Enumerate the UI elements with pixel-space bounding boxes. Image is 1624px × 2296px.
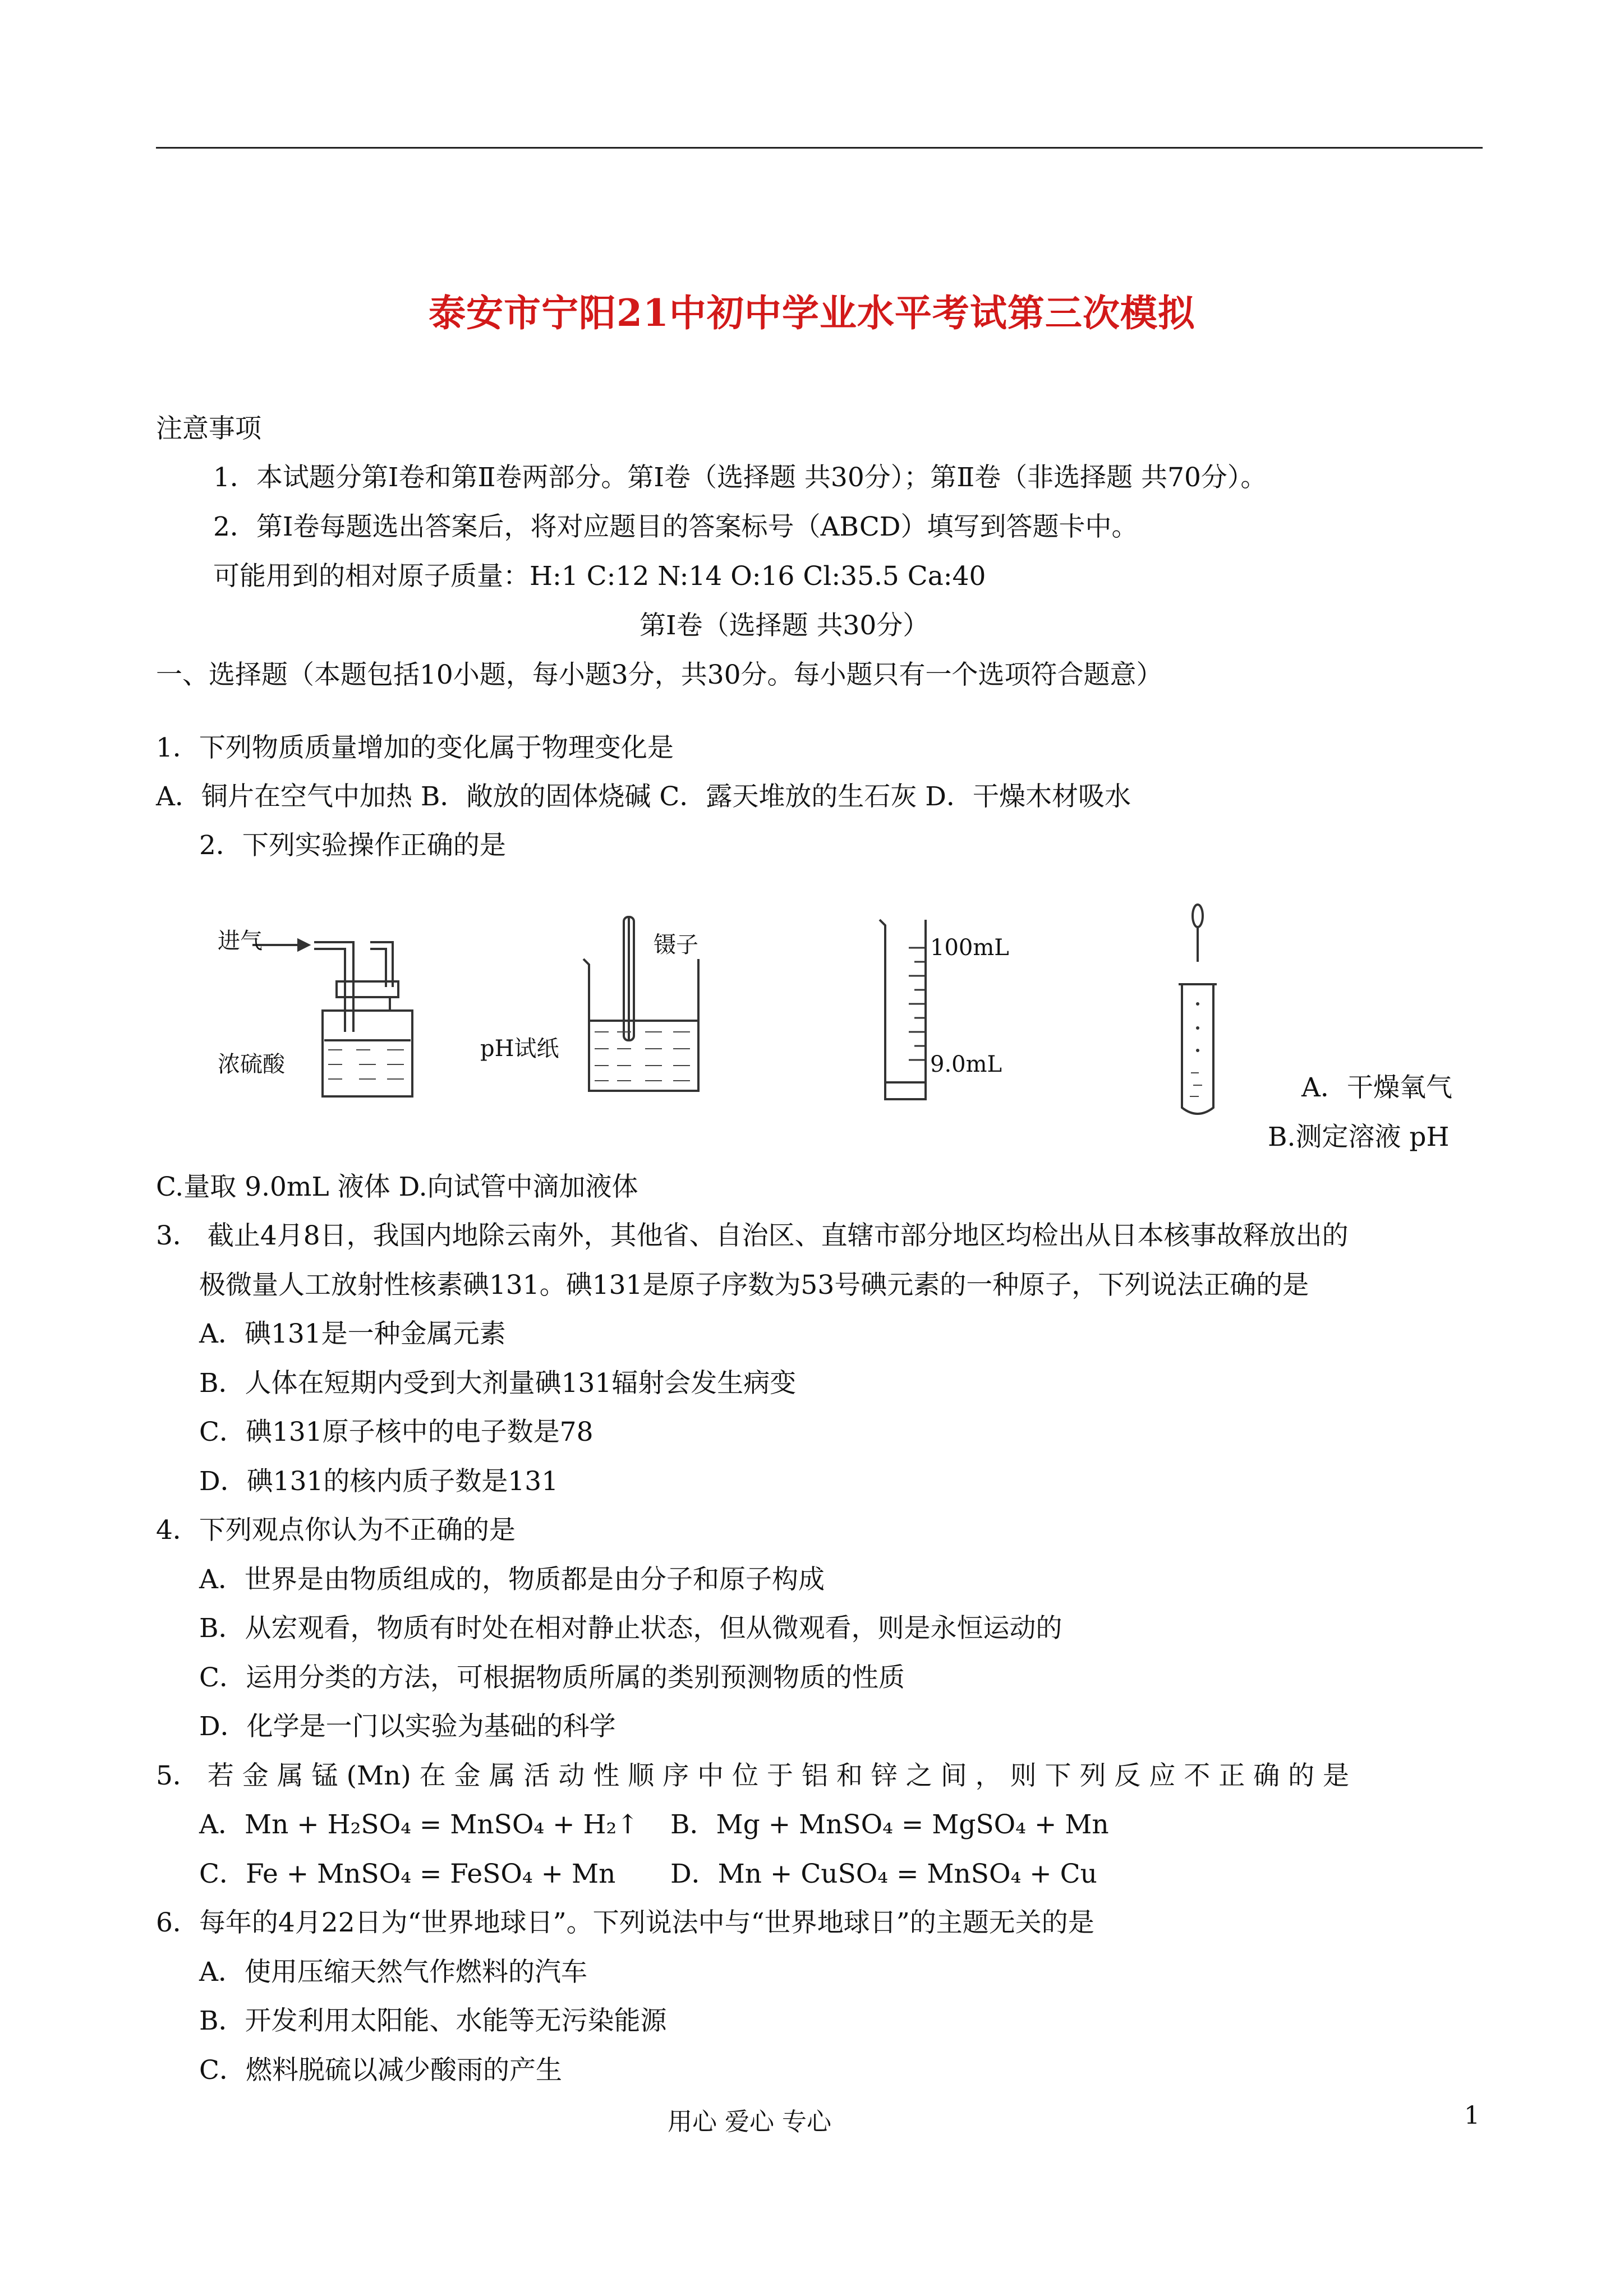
page-number: 1 [1464,2101,1480,2130]
label-vol-bottom: 9.0mL [930,1052,1002,1077]
q5-option-a: A．Mn + H₂SO₄ = MnSO₄ + H₂↑ [199,1809,639,1840]
q5-option-d: D．Mn + CuSO₄ = MnSO₄ + Cu [670,1859,1097,1889]
q4-option-d: D．化学是一门以实验为基础的科学 [199,1711,616,1742]
label-acid: 浓硫酸 [218,1052,285,1077]
q2-stem: 2．下列实验操作正确的是 [199,830,506,861]
q4-option-a: A．世界是由物质组成的，物质都是由分子和原子构成 [199,1564,825,1595]
notice-item-1: 1．本试题分第Ⅰ卷和第Ⅱ卷两部分。第Ⅰ卷（选择题 共30分）；第Ⅱ卷（非选择题 共70分）。 [213,462,1267,493]
q6-stem: 6．每年的4月22日为“世界地球日”。下列说法中与“世界地球日”的主题无关的是 [156,1907,1094,1938]
ph-test-figure [477,906,735,1108]
q5-option-c: C．Fe + MnSO₄ = FeSO₄ + Mn [199,1859,616,1889]
footer-slogan: 用心 爱心 专心 [668,2108,831,2136]
atomic-mass-note: 可能用到的相对原子质量：H:1 C:12 N:14 O:16 Cl:35.5 Ca:40 [213,561,986,592]
notice-item-2: 2．第Ⅰ卷每题选出答案后，将对应题目的答案标号（ABCD）填写到答题卡中。 [213,511,1138,542]
q5-option-b: B．Mg + MnSO₄ = MgSO₄ + Mn [670,1809,1109,1840]
label-tweezers: 镊子 [654,932,698,958]
q3-stem-line-1: 3． 截止4月8日，我国内地除云南外，其他省、自治区、直辖市部分地区均检出从日本核事故释放出的 [156,1220,1349,1251]
q6-option-a: A．使用压缩天然气作燃料的汽车 [199,1957,587,1988]
label-vol-top: 100mL [930,935,1009,961]
q3-option-b: B．人体在短期内受到大剂量碘131辐射会发生病变 [199,1368,797,1399]
part-heading: 一、选择题（本题包括10小题，每小题3分，共30分。每小题只有一个选项符合题意） [156,660,1163,690]
dropper-drawing [1170,900,1231,1122]
section-title: 第Ⅰ卷（选择题 共30分） [640,610,930,641]
q1-stem: 1．下列物质质量增加的变化属于物理变化是 [156,732,674,763]
page-title: 泰安市宁阳21中初中学业水平考试第三次模拟 [429,291,1195,335]
q2-option-a: A．干燥氧气 [1301,1072,1452,1103]
q3-option-d: D．碘131的核内质子数是131 [199,1466,559,1497]
notice-heading: 注意事项 [156,413,261,444]
q6-option-c: C．燃料脱硫以减少酸雨的产生 [199,2055,562,2086]
q3-option-c: C．碘131原子核中的电子数是78 [199,1417,594,1447]
q5-stem: 5． 若 金 属 锰 (Mn) 在 金 属 活 动 性 顺 序 中 位 于 铝 和 锌 之 间 ， 则 下 列 反 应 不 正 确 的 是 [156,1760,1350,1791]
cylinder-figure [864,909,1049,1110]
q3-option-a: A．碘131是一种金属元素 [199,1318,506,1349]
q4-option-c: C．运用分类的方法，可根据物质所属的类别预测物质的性质 [199,1662,905,1693]
q2-option-b: B.测定溶液 pH [1268,1122,1450,1152]
q4-stem: 4．下列观点你认为不正确的是 [156,1515,516,1546]
q1-options: A．铜片在空气中加热 B．敞放的固体烧碱 C．露天堆放的生石灰 D．干燥木材吸水 [156,781,1131,812]
gas-drying-figure [208,920,421,1105]
q6-option-b: B．开发利用太阳能、水能等无污染能源 [199,2005,667,2036]
q2-options-cd: C.量取 9.0mL 液体 D.向试管中滴加液体 [156,1172,638,1202]
dropper-figure [1170,900,1231,1122]
label-ph-paper: pH试纸 [480,1036,559,1062]
q4-option-b: B．从宏观看，物质有时处在相对静止状态，但从微观看，则是永恒运动的 [199,1613,1062,1644]
label-gas-in: 进气 [218,928,263,954]
q3-stem-line-2: 极微量人工放射性核素碘131。碘131是原子序数为53号碘元素的一种原子，下列说法正确的是 [199,1270,1309,1301]
header-rule [156,147,1483,149]
